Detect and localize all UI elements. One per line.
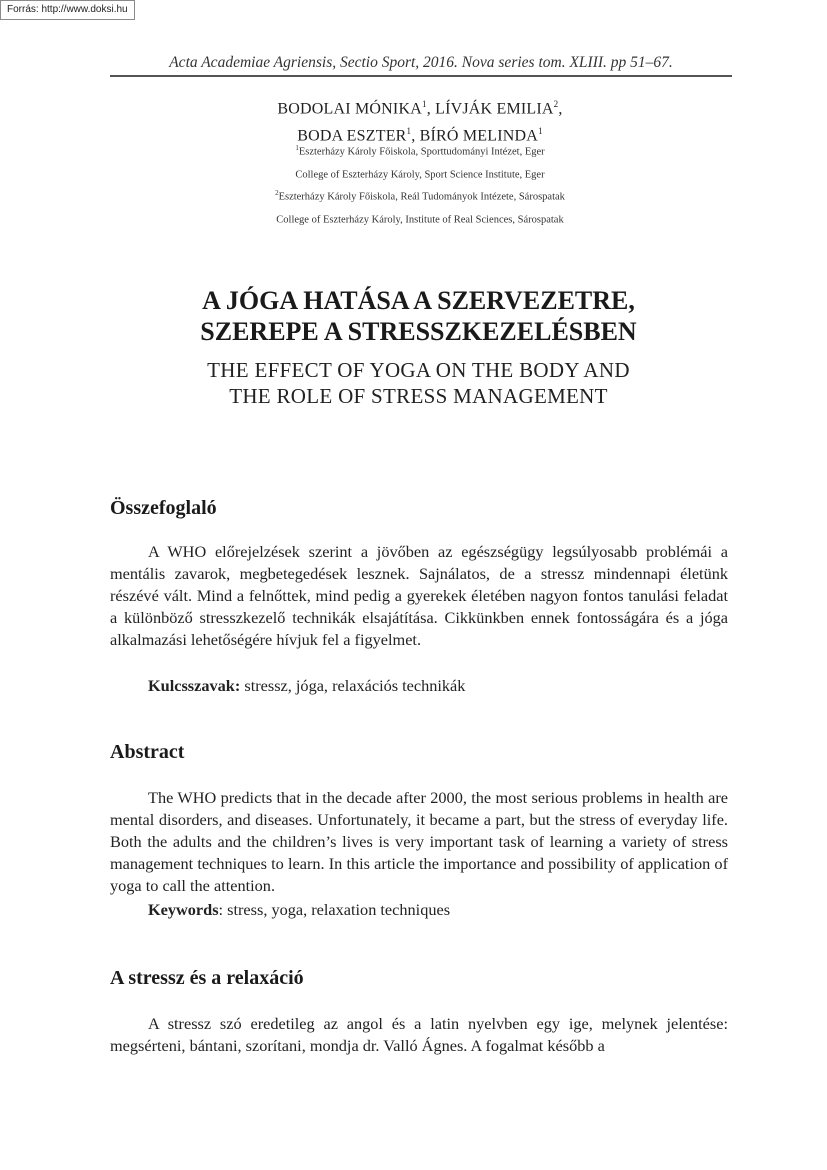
author-name: BODOLAI MÓNIKA bbox=[277, 100, 422, 118]
summary-paragraph: A WHO előrejelzések szerint a jövőben az egészségügy legsúlyosabb problémái a mentális zavarok, megbetegedések lesznek. Sajnálatos, de a stressz mindennapi életünk részévé vált. Mind a felnőttek, mind pedig a gyerekek életében nagyon fontos tanulási feladat a különböző stresszkezelő technikák elsajátítása. Cikkünkben ennek fontosságára és a jóga alkalmazási lehetőségére hívjuk fel a figyelmet. bbox=[110, 542, 728, 649]
title-hu-line-1: A JÓGA HATÁSA A SZERVEZETRE, bbox=[202, 286, 635, 315]
title-en-line-2: THE ROLE OF STRESS MANAGEMENT bbox=[229, 384, 608, 408]
author-separator: , bbox=[411, 127, 420, 145]
author-name: BODA ESZTER bbox=[297, 127, 407, 145]
title-english bbox=[80, 357, 757, 409]
authors-line-1 bbox=[110, 93, 730, 120]
summary-heading: Összefoglaló bbox=[110, 497, 217, 519]
affiliation-ref: 1 bbox=[295, 144, 299, 152]
summary-keywords bbox=[148, 675, 465, 697]
affiliation-line bbox=[110, 207, 730, 230]
affiliation-text: College of Eszterházy Károly, Institute of Real Sciences, Sárospatak bbox=[276, 214, 564, 225]
affiliation-ref: 2 bbox=[275, 189, 279, 197]
affiliation-line bbox=[110, 139, 730, 162]
affiliation-text: College of Eszterházy Károly, Sport Science Institute, Eger bbox=[295, 169, 545, 180]
author-separator: , bbox=[426, 100, 436, 118]
title-hungarian bbox=[80, 285, 757, 347]
author-affil-ref: 1 bbox=[421, 99, 427, 109]
author-name: LÍVJÁK EMILIA bbox=[435, 100, 554, 118]
journal-header: Acta Academiae Agriensis, Sectio Sport, 2016. Nova series tom. XLIII. pp 51–67. bbox=[110, 53, 732, 77]
abstract-keywords bbox=[148, 899, 450, 921]
keywords-label: Kulcsszavak: bbox=[148, 676, 241, 695]
affiliation-text: Eszterházy Károly Főiskola, Reál Tudományok Intézete, Sárospatak bbox=[278, 191, 565, 203]
title-en-line-1: THE EFFECT OF YOGA ON THE BODY AND bbox=[207, 358, 630, 382]
abstract-heading: Abstract bbox=[110, 741, 185, 763]
keywords-label: Keywords bbox=[148, 900, 219, 919]
stress-section-heading: A stressz és a relaxáció bbox=[110, 967, 304, 989]
author-affil-ref: 1 bbox=[406, 126, 412, 137]
affiliation-line bbox=[110, 184, 730, 207]
stress-section-paragraph: A stressz szó eredetileg az angol és a latin nyelvben egy ige, melynek jelentése: megsérteni, bántani, szorítani, mondja dr. Valló Ágnes. A fogalmat később a bbox=[110, 1014, 728, 1055]
abstract-paragraph: The WHO predicts that in the decade after 2000, the most serious problems in health are mental disorders, and diseases. Unfortunately, it became a part, but the stress of everyday life. Both the adults and the children’s lives is very important task of learning a variety of stress management techniques to learn. In this article the importance and possibility of application of yoga to call the attention. bbox=[110, 788, 728, 895]
affiliation-line bbox=[110, 162, 730, 185]
keywords-text: stressz, jóga, relaxációs technikák bbox=[244, 676, 466, 695]
keywords-text: : stress, yoga, relaxation techniques bbox=[218, 900, 451, 919]
affiliations bbox=[110, 139, 730, 229]
author-name: BÍRÓ MELINDA bbox=[419, 127, 539, 145]
author-affil-ref: 1 bbox=[538, 126, 543, 137]
author-affil-ref: 2 bbox=[553, 99, 559, 109]
title-hu-line-2: SZEREPE A STRESSZKEZELÉSBEN bbox=[200, 317, 637, 346]
author-separator: , bbox=[558, 100, 563, 118]
source-label: Forrás: http://www.doksi.hu bbox=[0, 0, 135, 20]
affiliation-text: Eszterházy Károly Főiskola, Sporttudományi Intézet, Eger bbox=[298, 146, 545, 158]
